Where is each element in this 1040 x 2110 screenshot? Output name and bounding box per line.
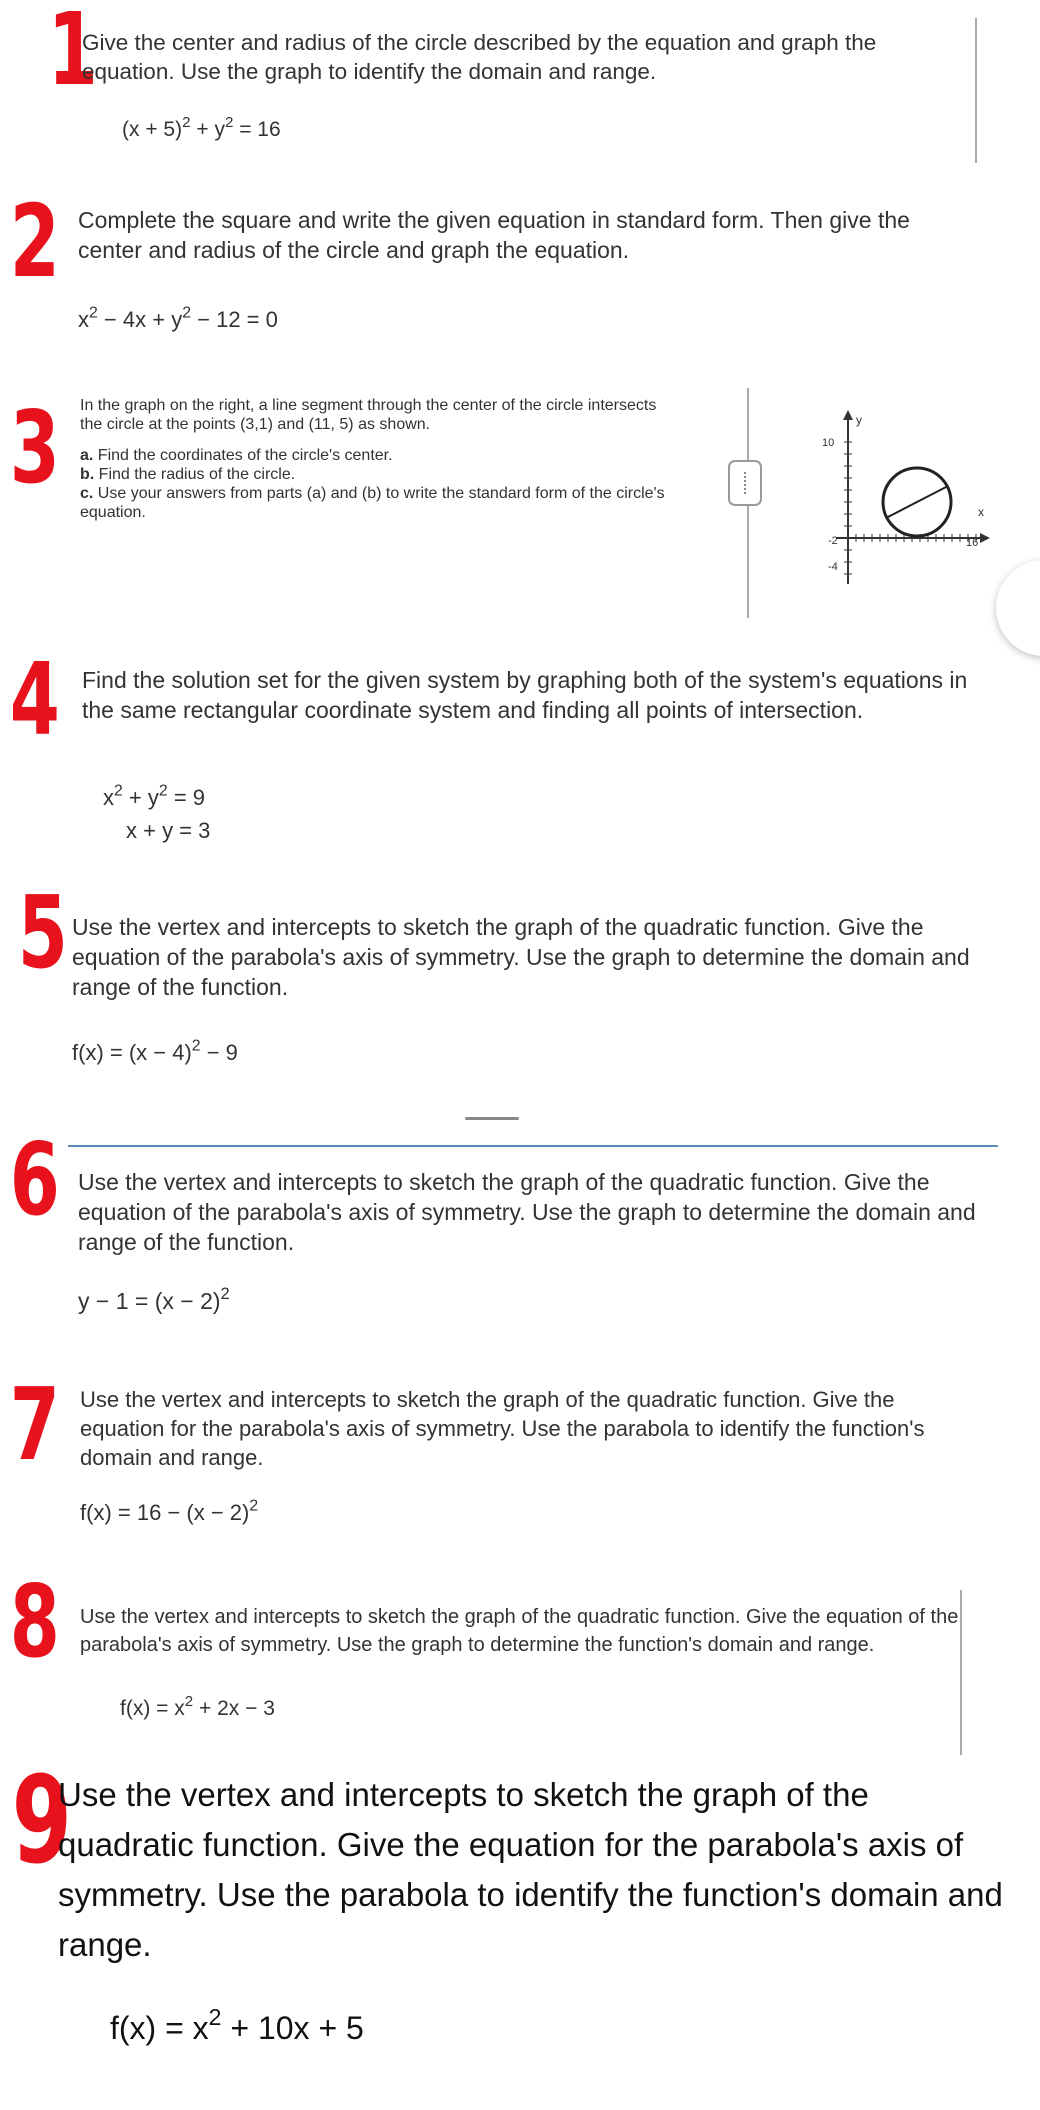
problem-5-equation: $f(x) = (x - 4)^2 - 9$ — [72, 1037, 238, 1065]
problem-8-prompt: Use the vertex and intercepts to sketch the graph of the quadratic function. Give the equation of the parabola's axis of symmetry. Use the graph to determine the function's domain and range. — [80, 1606, 959, 1656]
y-tick-label-neg2: -2 — [828, 535, 838, 547]
problem-1-equation: $(x + 5)^2 + y^2 = 16$ — [122, 113, 281, 141]
divider-line — [960, 1590, 962, 1755]
problem-number-9: 9 — [11, 1752, 72, 1891]
problem-9-equation: $f(x) = x^2 + 10x + 5$ — [110, 2004, 364, 2046]
problem-7 — [80, 1385, 980, 1472]
diameter-segment — [886, 486, 948, 518]
x-tick-label-16: 16 — [966, 537, 979, 549]
problem-4-prompt: Find the solution set for the given system by graphing both of the system's equations in the same rectangular coordinate system and finding all points of intersection. — [82, 667, 968, 723]
problem-4-equation-2: x + y = 3 — [126, 818, 211, 843]
problem-7-prompt: Use the vertex and intercepts to sketch the graph of the quadratic function. Give the equation for the parabola's axis of symmetry. Use the parabola to identify the function's domain and range. — [80, 1387, 925, 1470]
problem-2-equation: $x^2 - 4x + y^2 - 12 = 0$ — [78, 304, 278, 332]
problem-6-equation: $y - 1 = (x - 2)^2$ — [78, 1284, 230, 1314]
problem-5 — [72, 912, 972, 1002]
problem-number-1: 1 — [47, 0, 98, 108]
y-axis-arrow — [843, 410, 853, 420]
problem-number-6: 6 — [9, 1121, 60, 1238]
problem-number-7: 7 — [9, 1366, 60, 1483]
problem-5-prompt: Use the vertex and intercepts to sketch the graph of the quadratic function. Give the equation of the parabola's axis of symmetry. Use the graph to determine the domain and range of the function. — [72, 914, 970, 1000]
y-axis-label: y — [856, 413, 862, 427]
panel-resize-handle[interactable] — [728, 460, 762, 506]
problem-7-equation: $f(x) = 16 - (x - 2)^2$ — [80, 1497, 259, 1525]
x-axis-arrow — [980, 533, 990, 543]
problem-8-equation: $f(x) = x^2 + 2x - 3$ — [120, 1692, 275, 1720]
problem-3-part-c: c. Use your answers from parts (a) and (b) to write the standard form of the circle's equation. — [80, 485, 665, 521]
problem-number-2: 2 — [9, 183, 60, 300]
problem-3-part-b: b. Find the radius of the circle. — [80, 466, 296, 483]
problem-number-4: 4 — [9, 641, 60, 758]
problem-3-graph — [800, 410, 990, 590]
problem-3-part-a: a. Find the coordinates of the circle's center. — [80, 447, 393, 464]
problem-number-5: 5 — [17, 874, 68, 991]
problem-2 — [78, 205, 978, 265]
problem-9-prompt: Use the vertex and intercepts to sketch the graph of the quadratic function. Give the equation for the parabola's axis of symmetry. Use the parabola to identify the function's domain and range. — [58, 1776, 1003, 1963]
problem-2-prompt: Complete the square and write the given equation in standard form. Then give the center and radius of the circle and graph the equation. — [78, 207, 910, 263]
problem-8 — [80, 1603, 960, 1659]
problem-4-equation-1: $x^2 + y^2 = 9$ — [103, 782, 206, 810]
problem-3-prompt: In the graph on the right, a line segment through the center of the circle intersects the circle at the points (3,1) and (11, 5) as shown. — [80, 397, 657, 433]
section-divider — [68, 1145, 998, 1147]
problem-1 — [82, 28, 962, 86]
problem-1-prompt: Give the center and radius of the circle described by the equation and graph the equation. Use the graph to identify the domain and range. — [82, 30, 877, 84]
problem-6 — [78, 1167, 978, 1257]
problem-number-3: 3 — [9, 389, 60, 506]
y-tick-label-10: 10 — [822, 437, 835, 449]
problem-6-prompt: Use the vertex and intercepts to sketch the graph of the quadratic function. Give the equation of the parabola's axis of symmetry. Use the graph to determine the domain and range of the function. — [78, 1169, 976, 1255]
grip-icon — [744, 472, 748, 494]
divider-line — [975, 18, 977, 163]
problem-number-8: 8 — [9, 1563, 60, 1680]
side-scroll-button[interactable] — [996, 560, 1040, 656]
problem-9 — [58, 1770, 1008, 1970]
problem-4 — [82, 665, 982, 725]
x-axis-label: x — [978, 505, 984, 519]
problem-3 — [80, 396, 680, 522]
y-tick-label-neg4: -4 — [828, 561, 838, 573]
scroll-indicator — [465, 1117, 519, 1120]
